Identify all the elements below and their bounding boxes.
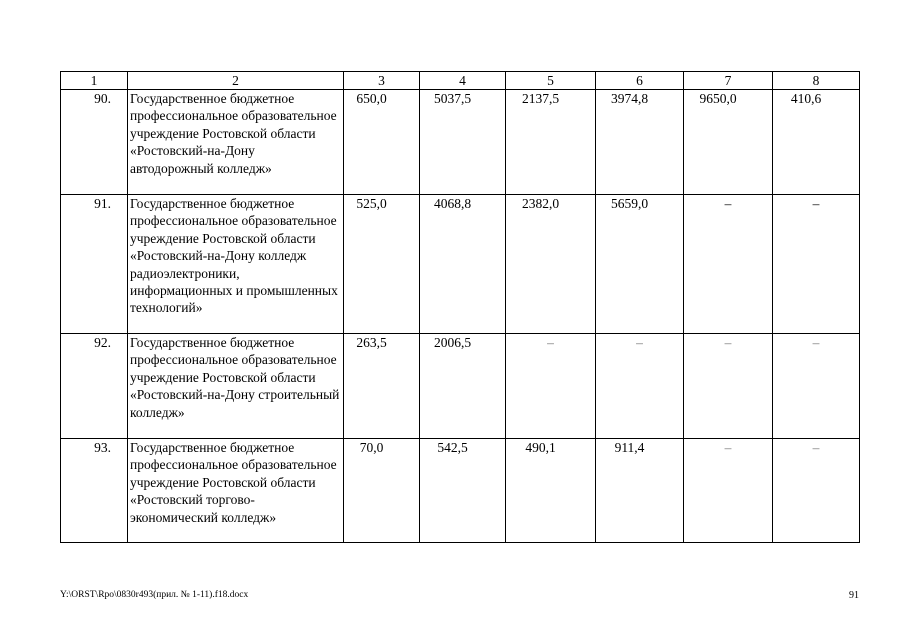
- budget-table: [60, 71, 860, 543]
- row-number: 91.: [61, 195, 128, 334]
- table-row: [61, 334, 860, 439]
- cell-col-3: 263,5: [344, 334, 420, 439]
- cell-col-4: 5037,5: [420, 90, 506, 195]
- table-row: [61, 90, 860, 195]
- col-header-8: 8: [773, 72, 860, 90]
- cell-col-8: –: [773, 195, 860, 334]
- col-header-1: 1: [61, 72, 128, 90]
- cell-col-7: –: [684, 439, 773, 543]
- header-row: [61, 72, 860, 90]
- institution-name: Государственное бюджетное профессиональное образовательное учреждение Ростовской области «Ростовский-на-Дону строительный колледж»: [128, 334, 344, 439]
- cell-col-5: 2137,5: [506, 90, 596, 195]
- cell-col-8: 410,6: [773, 90, 860, 195]
- cell-col-4: 542,5: [420, 439, 506, 543]
- table-row: [61, 195, 860, 334]
- cell-col-4: 2006,5: [420, 334, 506, 439]
- page-number: 91: [849, 590, 859, 601]
- col-header-4: 4: [420, 72, 506, 90]
- col-header-7: 7: [684, 72, 773, 90]
- col-header-2: 2: [128, 72, 344, 90]
- institution-name: Государственное бюджетное профессиональное образовательное учреждение Ростовской области «Ростовский-на-Дону колледж радиоэлектроники, информационных и промышленных технологий»: [128, 195, 344, 334]
- row-number: 92.: [61, 334, 128, 439]
- cell-col-7: 9650,0: [684, 90, 773, 195]
- cell-col-6: 3974,8: [596, 90, 684, 195]
- cell-col-5: 490,1: [506, 439, 596, 543]
- institution-name: Государственное бюджетное профессиональное образовательное учреждение Ростовской области «Ростовский-на-Дону автодорожный колледж»: [128, 90, 344, 195]
- row-number: 93.: [61, 439, 128, 543]
- cell-col-6: –: [596, 334, 684, 439]
- cell-col-7: –: [684, 334, 773, 439]
- cell-col-6: 911,4: [596, 439, 684, 543]
- cell-col-5: 2382,0: [506, 195, 596, 334]
- row-number: 90.: [61, 90, 128, 195]
- institution-name: Государственное бюджетное профессиональное образовательное учреждение Ростовской области «Ростовский торгово-экономический колледж»: [128, 439, 344, 543]
- cell-col-6: 5659,0: [596, 195, 684, 334]
- cell-col-7: –: [684, 195, 773, 334]
- cell-col-3: 525,0: [344, 195, 420, 334]
- cell-col-4: 4068,8: [420, 195, 506, 334]
- cell-col-3: 70,0: [344, 439, 420, 543]
- cell-col-3: 650,0: [344, 90, 420, 195]
- col-header-5: 5: [506, 72, 596, 90]
- cell-col-5: –: [506, 334, 596, 439]
- col-header-3: 3: [344, 72, 420, 90]
- cell-col-8: –: [773, 334, 860, 439]
- cell-col-8: –: [773, 439, 860, 543]
- table-row: [61, 439, 860, 543]
- col-header-6: 6: [596, 72, 684, 90]
- document-file-path: Y:\ORST\Rpo\0830r493(прил. № 1-11).f18.docx: [60, 590, 249, 600]
